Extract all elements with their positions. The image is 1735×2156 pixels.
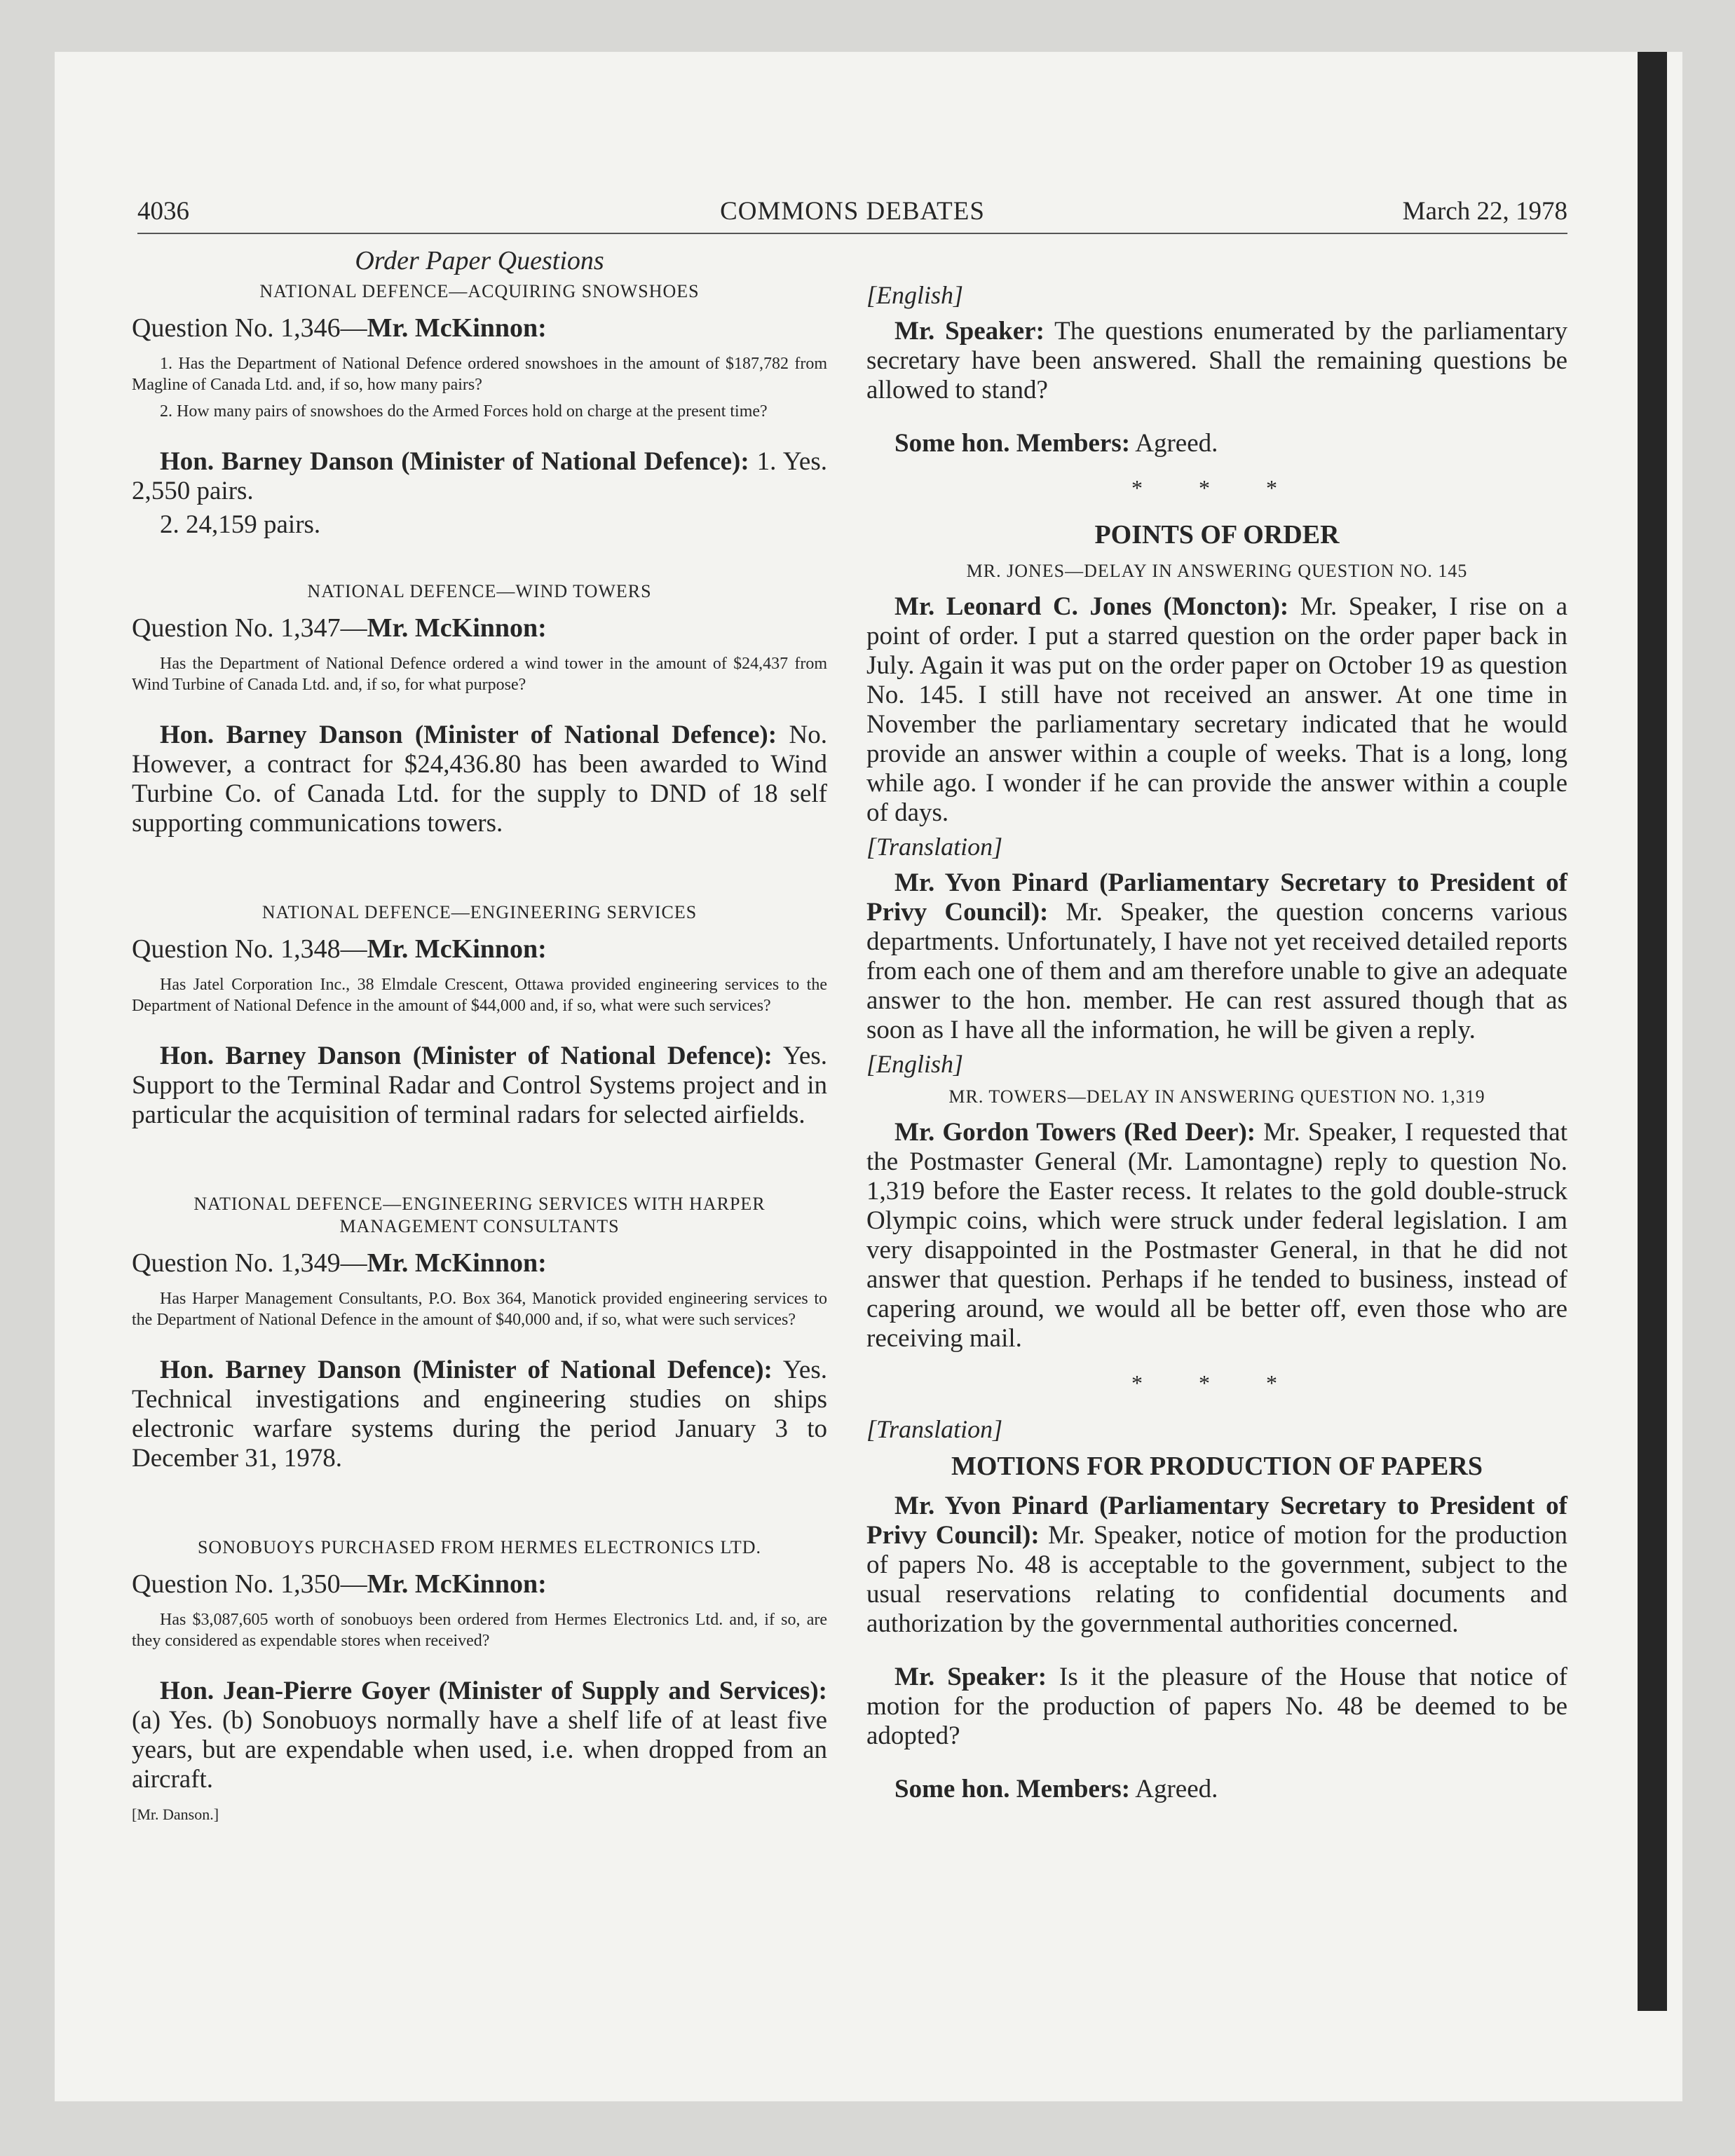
left-column (132, 245, 827, 1824)
question-topic: NATIONAL DEFENCE—ACQUIRING SNOWSHOES (259, 281, 700, 301)
page-date: March 22, 1978 (1402, 197, 1567, 226)
question-number: Question No. 1,346—Mr. McKinnon: (132, 313, 547, 343)
question-text: Has Jatel Corporation Inc., 38 Elmdale Crescent, Ottawa provided engineering services to the Department of National Defence in the amount of $44,000 and, if so, what were such services? (132, 976, 827, 1015)
question-text: Has the Department of National Defence ordered a wind tower in the amount of $24,437 from Wind Turbine of Canada Ltd. and, if so, for what purpose? (132, 655, 827, 694)
question-text: Has $3,087,605 worth of sonobuoys been ordered from Hermes Electronics Ltd. and, if so, are they considered as expendable stores when received? (132, 1611, 827, 1650)
running-head (137, 196, 1567, 234)
question-text: 1. Has the Department of National Defence ordered snowshoes in the amount of $187,782 from Magline of Canada Ltd. and, if so, how many pairs? (132, 355, 827, 394)
question-text: Has Harper Management Consultants, P.O. Box 364, Manotick provided engineering services to the Department of National Defence in the amount of $40,000 and, if so, what were such services? (132, 1290, 827, 1329)
question-text: 2. How many pairs of snowshoes do the Armed Forces hold on charge at the present time? (160, 402, 768, 421)
speech: Mr. Speaker: Is it the pleasure of the House that notice of motion for the production of papers No. 48 be deemed to be adopted? (866, 1663, 1567, 1750)
question-number: Question No. 1,348—Mr. McKinnon: (132, 934, 547, 964)
answer: Hon. Barney Danson (Minister of National Defence): Yes. Technical investigations and engineering studies on ships electronic warfare systems during the period January 3 to December 31, 1978. (132, 1356, 827, 1473)
speech: Some hon. Members: Agreed. (894, 429, 1218, 458)
section-title: POINTS OF ORDER (1094, 520, 1340, 550)
answer: Hon. Barney Danson (Minister of National Defence): Yes. Support to the Terminal Radar and Control Systems project and in particular the acquisition of terminal radars for selected airfields. (132, 1042, 827, 1129)
answer-continued: 2. 24,159 pairs. (160, 510, 321, 539)
question-topic: SONOBUOYS PURCHASED FROM HERMES ELECTRONICS LTD. (197, 1537, 762, 1557)
language-tag: [English] (866, 281, 964, 309)
speech: Some hon. Members: Agreed. (894, 1775, 1218, 1803)
question-number: Question No. 1,347—Mr. McKinnon: (132, 613, 547, 643)
question-topic: NATIONAL DEFENCE—ENGINEERING SERVICES WITH HARPER MANAGEMENT CONSULTANTS (193, 1194, 766, 1236)
language-tag: [Translation] (866, 833, 1003, 861)
question-number: Question No. 1,349—Mr. McKinnon: (132, 1248, 547, 1278)
question-block (132, 901, 827, 1130)
question-topic: NATIONAL DEFENCE—WIND TOWERS (307, 581, 652, 601)
scan-edge-shadow (1638, 52, 1667, 2011)
question-block (132, 1193, 827, 1473)
language-tag: [English] (866, 1050, 964, 1078)
publication-title: COMMONS DEBATES (720, 197, 985, 226)
section-title: MOTIONS FOR PRODUCTION OF PAPERS (951, 1452, 1483, 1481)
section-heading: Order Paper Questions (355, 246, 604, 275)
item-topic: MR. JONES—DELAY IN ANSWERING QUESTION NO. 145 (966, 561, 1468, 581)
question-number: Question No. 1,350—Mr. McKinnon: (132, 1569, 547, 1599)
answer: Hon. Barney Danson (Minister of National Defence): 1. Yes. 2,550 pairs. (132, 447, 827, 505)
item-topic: MR. TOWERS—DELAY IN ANSWERING QUESTION NO. 1,319 (948, 1086, 1485, 1107)
question-block (132, 580, 827, 838)
section-separator: * * * (1131, 475, 1302, 500)
question-topic: NATIONAL DEFENCE—ENGINEERING SERVICES (261, 902, 698, 922)
question-block (132, 280, 827, 540)
answer: Hon. Jean-Pierre Goyer (Minister of Supply and Services): (a) Yes. (b) Sonobuoys normally have a shelf life of at least five years, but are expendable when used, i.e. when dropped from an aircraft. (132, 1677, 827, 1794)
answer: Hon. Barney Danson (Minister of National Defence): No. However, a contract for $24,436.80 has been awarded to Wind Turbine Co. of Canada Ltd. for the supply to DND of 18 self supporting communications towers. (132, 721, 827, 838)
speech: Mr. Leonard C. Jones (Moncton): Mr. Speaker, I rise on a point of order. I put a starred question on the order paper back in July. Again it was put on the order paper on October 19 as question No. 145. I still have not received an answer. At one time in November the parliamentary secretary indicated that he would provide an answer within a couple of weeks. That is a long, long while ago. I wonder if he can provide the answer within a couple of days. (866, 592, 1568, 827)
question-block (132, 1536, 827, 1794)
page-number: 4036 (137, 197, 189, 226)
language-tag: [Translation] (866, 1415, 1003, 1443)
footnote: [Mr. Danson.] (132, 1806, 219, 1823)
speech: Mr. Yvon Pinard (Parliamentary Secretary to President of Privy Council): Mr. Speaker, notice of motion for the production of papers No. 48 is acceptable to the government, subject to the usual reservations relating to confidential documents and authorization by the governmental authorities concerned. (866, 1492, 1568, 1638)
speech: Mr. Speaker: The questions enumerated by the parliamentary secretary have been answered. Shall the remaining questions be allowed to stand? (866, 317, 1568, 404)
right-column (866, 245, 1567, 1808)
speech: Mr. Yvon Pinard (Parliamentary Secretary to President of Privy Council): Mr. Speaker, the question concerns various departments. Unfortunately, I have not yet received detailed reports from each one of them and am therefore unable to give an adequate answer to the hon. member. He can rest assured though that as soon as I have all the information, he will be given a reply. (866, 868, 1567, 1044)
section-separator: * * * (1131, 1370, 1302, 1396)
speech: Mr. Gordon Towers (Red Deer): Mr. Speaker, I requested that the Postmaster General (Mr. Lamontagne) reply to question No. 1,319 before the Easter recess. It relates to the gold double-struck Olympic coins, which were struck under federal legislation. I am very disappointed in the Postmaster General, in that he did not answer that question. Perhaps if he tended to business, instead of capering around, we would all be better off, even those who are receiving mail. (866, 1118, 1567, 1353)
